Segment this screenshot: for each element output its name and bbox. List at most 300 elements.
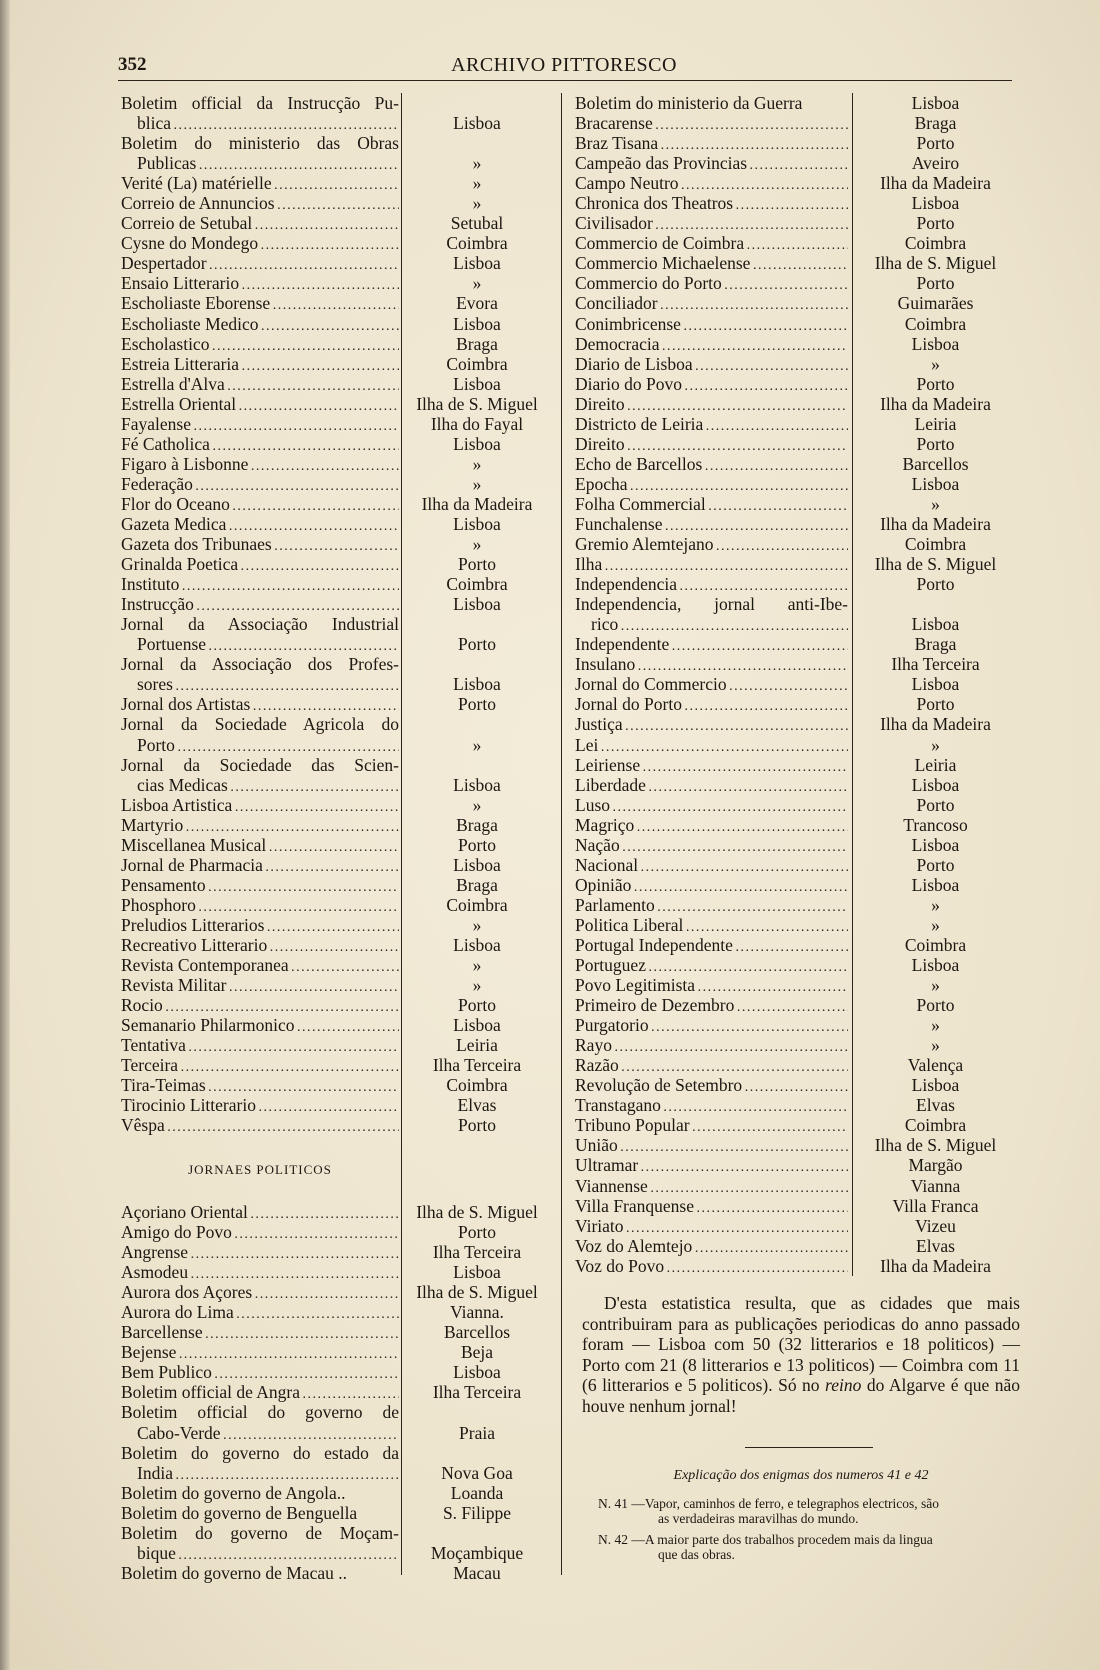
journal-place: »	[931, 914, 940, 935]
journal-name-text: Boletim do ministerio da Guerra	[575, 93, 803, 113]
journal-name-text: Boletim do governo de Benguella	[121, 1502, 358, 1523]
journal-place: Lisboa	[453, 674, 501, 695]
journal-name-text: Grinalda Poetica . . .	[121, 554, 399, 574]
journal-place: »	[931, 1035, 940, 1056]
journal-place: Ilha de S. Miguel	[416, 1282, 538, 1303]
journal-place: Lisboa	[911, 774, 960, 795]
journal-name-text: Pensamento . . .	[121, 875, 399, 895]
journal-name	[575, 314, 848, 334]
journal-place: Porto	[916, 213, 955, 234]
journal-place: Lisboa	[911, 333, 960, 354]
summary-text-end: do Algarve é que não houve nenhum jornal!	[582, 1375, 1020, 1416]
journal-name-text: Districto de Leiria . . .	[575, 414, 848, 434]
journal-name-text: Commercio de Coimbra . . .	[575, 233, 848, 253]
journal-name	[575, 594, 848, 614]
journal-place: Lisboa	[453, 1262, 501, 1283]
journal-name	[575, 334, 848, 354]
journal-name	[121, 1382, 399, 1402]
journal-place: Porto	[916, 854, 955, 875]
journal-place: Porto	[916, 995, 955, 1016]
journal-place: Ilha Terceira	[432, 1382, 522, 1403]
journal-place: Porto	[458, 1222, 496, 1243]
journal-place: Lisboa	[453, 1015, 501, 1036]
journal-name	[121, 1262, 399, 1282]
journal-name-text: rico . . .	[591, 614, 848, 634]
journal-name	[575, 1256, 848, 1276]
journal-name	[575, 1095, 848, 1115]
enigma-text-continued: as verdadeiras maravilhas do mundo.	[658, 1511, 859, 1526]
journal-name	[575, 474, 848, 494]
journal-place: Lisboa	[453, 513, 501, 534]
journal-name	[121, 1423, 399, 1443]
journal-name	[575, 815, 848, 835]
journal-name	[121, 1202, 399, 1222]
journal-place: Coimbra	[904, 233, 967, 254]
journal-name	[575, 634, 848, 654]
journal-name	[575, 354, 848, 374]
journal-place: »	[931, 353, 940, 374]
journal-name	[575, 975, 848, 995]
journal-name	[121, 193, 399, 213]
journal-name	[575, 153, 848, 173]
enigma-number: N. 42 —	[598, 1532, 645, 1547]
journal-name-text: Primeiro de Dezembro . . .	[575, 995, 848, 1015]
journal-name	[121, 795, 399, 815]
journal-place: Porto	[458, 1115, 496, 1136]
journal-name	[121, 514, 399, 534]
right-journal-names	[575, 93, 848, 1276]
journal-name-text: Voz do Povo . . .	[575, 1256, 848, 1276]
journal-place: »	[472, 193, 482, 214]
journal-name	[121, 454, 399, 474]
journal-name-text: Politica Liberal . . .	[575, 915, 848, 935]
journal-place: Barcellos	[443, 1322, 511, 1343]
journal-name	[121, 815, 399, 835]
journal-place	[402, 1402, 552, 1422]
right-journal-places	[854, 93, 1017, 1276]
journal-name	[121, 1483, 399, 1503]
journal-name	[121, 1302, 399, 1322]
journal-name	[121, 915, 399, 935]
journal-name-text: Purgatorio . . .	[575, 1015, 848, 1035]
journal-name-text: Publicas . . .	[137, 153, 399, 173]
journal-place: Moçambique	[430, 1542, 524, 1563]
journal-name-text: Jornal da Sociedade Agricola do	[121, 714, 399, 735]
journal-name	[575, 995, 848, 1015]
journal-name-text: Martyrio . . .	[121, 815, 399, 835]
journal-name	[575, 1196, 848, 1216]
journal-place: Lisboa	[453, 1362, 501, 1383]
journal-name	[575, 654, 848, 674]
journal-name-text: Villa Franquense . . .	[575, 1196, 848, 1216]
journal-name	[121, 1543, 399, 1563]
journal-place: Elvas	[457, 1095, 497, 1116]
journal-name	[121, 334, 399, 354]
journal-name	[121, 293, 399, 313]
journal-place: »	[472, 273, 482, 294]
journal-name	[575, 93, 848, 113]
journal-name-text: Instituto . . .	[121, 574, 399, 594]
journal-place: Ilha Terceira	[891, 654, 980, 675]
journal-place: Lisboa	[911, 614, 960, 635]
journal-name	[575, 1075, 848, 1095]
journal-name-text: Jornal da Sociedade das Scien-	[121, 754, 399, 775]
journal-name-text: Bem Publico . . .	[121, 1362, 399, 1382]
journal-place: »	[931, 493, 940, 514]
journal-name	[121, 855, 399, 875]
journal-name	[121, 694, 399, 714]
journal-name	[575, 574, 848, 594]
journal-name-text: Magriço . . .	[575, 815, 848, 835]
journal-place	[402, 1443, 552, 1463]
political-section-heading: JORNAES POLITICOS	[188, 1162, 332, 1177]
journal-name	[575, 434, 848, 454]
journal-name	[575, 414, 848, 434]
journal-place: Ilha da Madeira	[421, 493, 533, 514]
journal-name	[121, 614, 399, 634]
journal-place: Lisboa	[453, 373, 501, 394]
journal-name	[575, 735, 848, 755]
journal-name	[575, 935, 848, 955]
journal-name-text: Correio de Annuncios . . .	[121, 193, 399, 213]
section-rule	[745, 1447, 873, 1448]
journal-name	[121, 1362, 399, 1382]
journal-name-text: Razão . . .	[575, 1055, 848, 1075]
journal-name-text: Boletim official da Instrucção Pu-	[121, 93, 399, 113]
page-binding-edge	[0, 0, 10, 1670]
journal-place: Porto	[458, 834, 496, 855]
journal-name-text: Amigo do Povo . . .	[121, 1222, 399, 1242]
journal-place: Ilha do Fayal	[430, 413, 524, 434]
journal-name	[121, 394, 399, 414]
journal-name	[575, 694, 848, 714]
journal-name	[121, 233, 399, 253]
journal-place: Lisboa	[911, 93, 960, 113]
enigma-41	[598, 1496, 1022, 1526]
journal-name-text: Tentativa . . .	[121, 1035, 399, 1055]
journal-name	[121, 1035, 399, 1055]
journal-name-text: Conciliador . . .	[575, 293, 848, 313]
journal-name-text: Revista Militar . . .	[121, 975, 399, 995]
journal-name-text: Gazeta dos Tribunaes . . .	[121, 534, 399, 554]
journal-place: Vianna.	[450, 1302, 504, 1323]
journal-place: Ilha de S. Miguel	[874, 1135, 997, 1156]
journal-name	[575, 714, 848, 734]
journal-name-text: Bejense . . .	[121, 1342, 399, 1362]
journal-name	[575, 1035, 848, 1055]
journal-name-text: Correio de Setubal . . .	[121, 213, 399, 233]
journal-place: Ilha da Madeira	[880, 1255, 991, 1276]
journal-place: Ilha Terceira	[432, 1055, 522, 1076]
journal-place: Ilha de S. Miguel	[874, 554, 997, 575]
journal-place: Lisboa	[453, 934, 501, 955]
journal-name	[121, 213, 399, 233]
journal-place: Braga	[456, 874, 498, 895]
journal-name-text: Flor do Oceano . . .	[121, 494, 399, 514]
journal-place: Aveiro	[911, 153, 960, 174]
journal-name-text: Jornal de Pharmacia . . .	[121, 855, 399, 875]
journal-name-text: Portugal Independente . . .	[575, 935, 848, 955]
journal-place	[402, 93, 552, 113]
journal-name-text: Figaro à Lisbonne . . .	[121, 454, 399, 474]
journal-name-text: Vêspa . . .	[121, 1115, 399, 1135]
enigma-text-continued: que das obras.	[658, 1547, 735, 1562]
journal-name-text: Jornal da Associação Industrial	[121, 614, 399, 635]
journal-name-text: Angrense . . .	[121, 1242, 399, 1262]
journal-name-text: Barcellense . . .	[121, 1322, 399, 1342]
journal-name	[121, 354, 399, 374]
journal-name-text: Semanario Philarmonico . . .	[121, 1015, 399, 1035]
political-journal-names	[121, 1202, 399, 1583]
journal-place	[402, 755, 552, 775]
journal-name	[575, 213, 848, 233]
journal-name-text: Opinião . . .	[575, 875, 848, 895]
journal-place: Ilha da Madeira	[880, 173, 991, 194]
journal-place: S. Filippe	[442, 1502, 512, 1523]
journal-place: Valença	[907, 1055, 964, 1076]
journal-name	[121, 1322, 399, 1342]
journal-place: »	[931, 894, 940, 915]
journal-name	[575, 293, 848, 313]
journal-place: »	[472, 975, 482, 996]
journal-name-text: Verité (La) matérielle . . .	[121, 173, 399, 193]
journal-place: Praia	[459, 1422, 495, 1443]
journal-name-text: Recreativo Litterario . . .	[121, 935, 399, 955]
journal-name	[575, 233, 848, 253]
journal-name-text: Independencia, jornal anti-Ibe-	[575, 594, 848, 615]
enigma-text: A maior parte dos trabalhos procedem mais da lingua	[644, 1532, 933, 1547]
journal-name-text: Diario do Povo . . .	[575, 374, 848, 394]
journal-name-text: Instrucção . . .	[121, 594, 399, 614]
journal-name	[121, 1503, 399, 1523]
enigma-42	[598, 1532, 1022, 1562]
statistics-summary	[582, 1293, 1020, 1416]
journal-name	[121, 574, 399, 594]
journal-place	[402, 614, 552, 634]
journal-name-text: Escholiaste Medico . . .	[121, 314, 399, 334]
journal-place	[402, 654, 552, 674]
journal-place: »	[472, 473, 482, 494]
journal-name	[575, 915, 848, 935]
journal-name	[121, 1115, 399, 1135]
journal-name-text: Jornal dos Artistas . . .	[121, 694, 399, 714]
page-header	[118, 54, 1010, 80]
journal-name	[575, 173, 848, 193]
journal-name-text: Ultramar . . .	[575, 1155, 848, 1175]
enigmas-heading: Explicação dos enigmas dos numeros 41 e 42	[673, 1468, 929, 1483]
header-rule	[118, 80, 1012, 81]
journal-place: Braga	[456, 814, 498, 835]
journal-name	[575, 374, 848, 394]
journal-place: Braga	[456, 333, 498, 354]
journal-name-text: Fé Catholica . . .	[121, 434, 399, 454]
journal-name-text: Boletim official de Angra . . .	[121, 1382, 399, 1402]
journal-place: Evora	[456, 293, 498, 314]
journal-name-text: Escholiaste Eborense . . .	[121, 293, 399, 313]
journal-name	[121, 414, 399, 434]
journal-name-text: Estreia Litteraria . . .	[121, 354, 399, 374]
journal-place: Vizeu	[915, 1215, 956, 1236]
journal-name-text: sores . . .	[137, 674, 399, 694]
journal-name-text: Aurora dos Açores . . .	[121, 1282, 399, 1302]
journal-place: Porto	[458, 694, 496, 715]
journal-place: Leiria	[914, 754, 957, 775]
journal-name-text: Braz Tisana . . .	[575, 133, 848, 153]
journal-place: Porto	[916, 433, 955, 454]
journal-name	[121, 1095, 399, 1115]
journal-name	[121, 554, 399, 574]
journal-name-text: Folha Commercial . . .	[575, 494, 848, 514]
journal-name	[575, 133, 848, 153]
journal-name	[121, 314, 399, 334]
left-journal-names	[121, 93, 399, 1135]
journal-name-text: Parlamento . . .	[575, 895, 848, 915]
journal-name	[575, 253, 848, 273]
journal-name-text: Gazeta Medica . . .	[121, 514, 399, 534]
journal-name	[575, 1055, 848, 1075]
journal-name-text: India . . .	[137, 1463, 399, 1483]
center-column-divider	[561, 93, 562, 1575]
journal-place: Vianna	[910, 1175, 961, 1196]
journal-name	[575, 755, 848, 775]
journal-place: Ilha da Madeira	[880, 513, 991, 534]
journal-place: »	[472, 955, 482, 976]
journal-name-text: Povo Legitimista . . .	[575, 975, 848, 995]
journal-name-text: Ensaio Litterario . . .	[121, 273, 399, 293]
journal-place: Lisboa	[911, 874, 960, 895]
summary-text: D'esta estatistica resulta, que as cidades que mais contribuiram para as publicações periodicas do anno passado foram — Lisboa com 50 (32 litterarios e 18 politicos) — Porto com 21 (8 litterarios e 13 politicos) — Coimbra com 11 (6 litterarios e 5 politicos). Só no	[582, 1293, 1020, 1395]
journal-place: Elvas	[916, 1095, 955, 1116]
journal-name	[121, 835, 399, 855]
journal-name-text: Boletim do governo de Angola..	[121, 1482, 346, 1503]
journal-name-text: Funchalense . . .	[575, 514, 848, 534]
journal-name	[121, 875, 399, 895]
journal-name-text: Cysne do Mondego . . .	[121, 233, 399, 253]
journal-name-text: Justiça . . .	[575, 714, 848, 734]
journal-name-text: Boletim do governo do estado da	[121, 1442, 399, 1463]
journal-name	[121, 1342, 399, 1362]
journal-name-text: Viriato . . .	[575, 1216, 848, 1236]
journal-name	[575, 775, 848, 795]
right-column-divider	[852, 93, 853, 1276]
journal-name-text: Jornal do Commercio . . .	[575, 674, 848, 694]
journal-name-text: Bracarense . . .	[575, 113, 848, 133]
journal-place: Loanda	[450, 1482, 504, 1503]
journal-place: Porto	[916, 574, 955, 595]
journal-name	[121, 113, 399, 133]
journal-name	[575, 955, 848, 975]
journal-name	[121, 1443, 399, 1463]
journal-place: »	[472, 153, 482, 174]
journal-name	[121, 654, 399, 674]
journal-name	[121, 494, 399, 514]
journal-name-text: bique . . .	[137, 1543, 399, 1563]
journal-name	[121, 735, 399, 755]
journal-name-text: Jornal do Porto . . .	[575, 694, 848, 714]
journal-place: Ilha da Madeira	[880, 714, 991, 735]
journal-name-text: Campo Neutro . . .	[575, 173, 848, 193]
journal-place: »	[472, 794, 482, 815]
journal-name	[121, 1402, 399, 1422]
journal-name	[121, 1523, 399, 1543]
journal-name	[121, 1015, 399, 1035]
journal-place: Beja	[460, 1342, 494, 1363]
journal-name	[575, 1135, 848, 1155]
journal-name	[575, 1155, 848, 1175]
journal-name	[575, 193, 848, 213]
journal-place	[402, 133, 552, 153]
journal-name-text: Portuguez . . .	[575, 955, 848, 975]
journal-name-text: Phosphoro . . .	[121, 895, 399, 915]
journal-name	[575, 835, 848, 855]
journal-place: Nova Goa	[441, 1462, 513, 1483]
journal-place: »	[931, 1015, 940, 1036]
journal-name	[575, 394, 848, 414]
journal-name	[121, 1222, 399, 1242]
journal-name-text: Açoriano Oriental . . .	[121, 1202, 399, 1222]
journal-name	[121, 93, 399, 113]
journal-name-text: Viannense . . .	[575, 1176, 848, 1196]
journal-name	[575, 554, 848, 574]
journal-name	[121, 775, 399, 795]
journal-name	[121, 173, 399, 193]
journal-name	[121, 714, 399, 734]
journal-place: »	[472, 173, 482, 194]
journal-name-text: Campeão das Provincias . . .	[575, 153, 848, 173]
journal-name-text: Boletim do governo de Moçam-	[121, 1522, 399, 1543]
journal-name	[121, 273, 399, 293]
journal-name-text: cias Medicas . . .	[137, 775, 399, 795]
journal-name	[575, 113, 848, 133]
journal-name	[121, 975, 399, 995]
journal-name-text: Boletim do ministerio das Obras	[121, 133, 399, 154]
journal-name-text: Federação . . .	[121, 474, 399, 494]
journal-name-text: Luso . . .	[575, 795, 848, 815]
journal-name	[575, 895, 848, 915]
journal-name-text: Boletim official do governo de	[121, 1402, 399, 1423]
journal-name	[121, 253, 399, 273]
journal-place: Porto	[916, 694, 955, 715]
journal-place: Porto	[458, 634, 496, 655]
journal-place: Lisboa	[911, 834, 960, 855]
journal-name-text: Insulano . . .	[575, 654, 848, 674]
journal-name-text: Preludios Litterarios . . .	[121, 915, 399, 935]
journal-place: Ilha Terceira	[432, 1242, 522, 1263]
journal-name	[121, 1075, 399, 1095]
journal-place	[402, 714, 552, 734]
journal-place: Ilha de S. Miguel	[416, 393, 538, 414]
left-journal-places	[402, 93, 552, 1135]
journal-name-text: Leiriense . . .	[575, 755, 848, 775]
journal-name-text: Ilha . . .	[575, 554, 848, 574]
journal-name-text: Independencia . . .	[575, 574, 848, 594]
journal-place: Coimbra	[446, 233, 508, 254]
journal-place: Coimbra	[446, 574, 508, 595]
journal-place: Ilha de S. Miguel	[416, 1202, 538, 1222]
journal-place: Coimbra	[904, 313, 967, 334]
journal-name	[575, 855, 848, 875]
journal-name	[121, 1242, 399, 1262]
journal-name-text: Diario de Lisboa . . .	[575, 354, 848, 374]
journal-place: Leiria	[456, 1035, 498, 1056]
journal-place: Setubal	[450, 213, 504, 234]
journal-place: Macau	[453, 1562, 501, 1583]
journal-name-text: Commercio Michaelense . . .	[575, 253, 848, 273]
page-number: 352	[118, 54, 147, 75]
journal-name	[121, 995, 399, 1015]
journal-place: »	[472, 734, 482, 755]
journal-place: Coimbra	[904, 934, 967, 955]
